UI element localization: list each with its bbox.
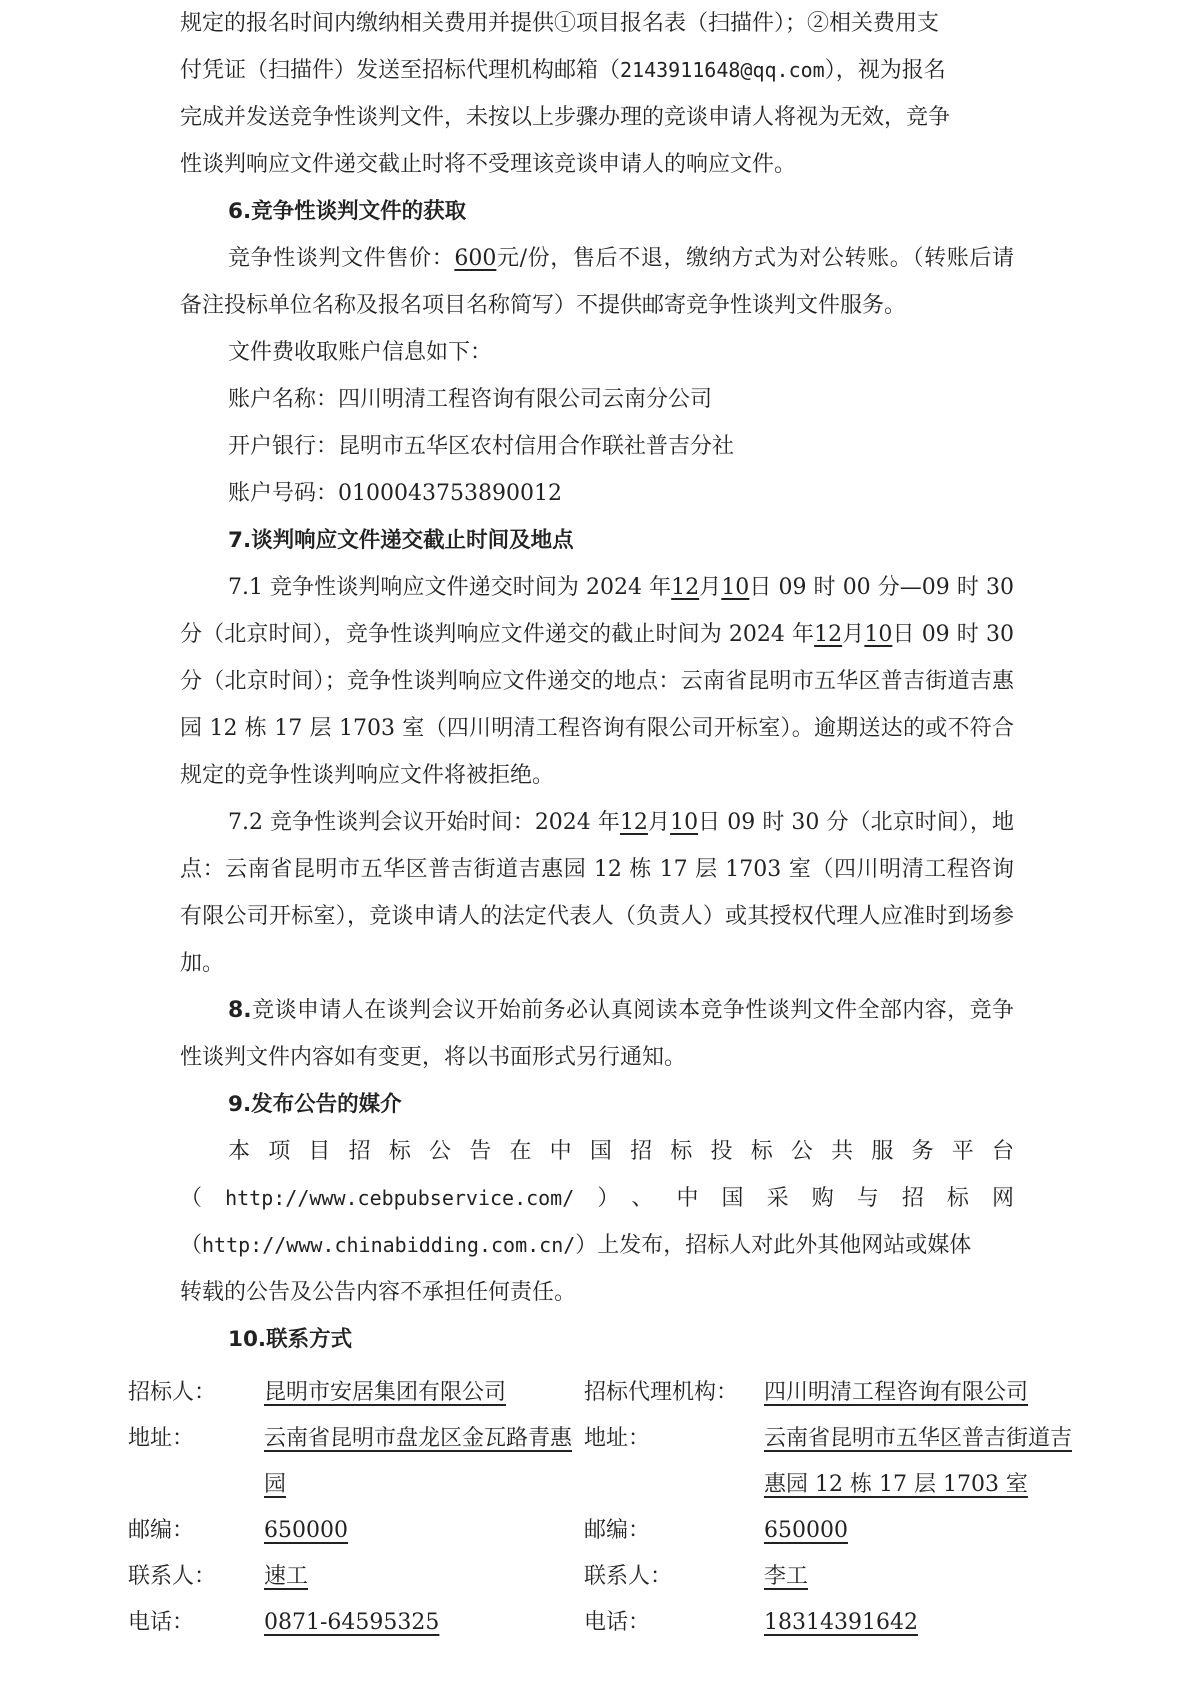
agency-contact-label: 联系人： xyxy=(584,1564,673,1589)
agency-phone-value: 18314391642 xyxy=(764,1610,918,1635)
agency-value: 四川明清工程咨询有限公司 xyxy=(764,1380,1029,1405)
agency-phone-label: 电话： xyxy=(584,1610,651,1635)
tenderer-label: 招标人： xyxy=(128,1380,217,1405)
agency-address-label: 地址： xyxy=(584,1426,651,1451)
tenderer-contact-value: 速工 xyxy=(264,1564,309,1589)
agency-address-value: 云南省昆明市五华区普吉街道吉惠园 12 栋 17 层 1703 室 xyxy=(764,1426,1073,1497)
tenderer-phone-label: 电话： xyxy=(128,1610,195,1635)
agency-postcode-label: 邮编： xyxy=(584,1518,651,1543)
section-9-line-1: 本项目招标公告在中国招标投标公共服务平台 xyxy=(228,1139,1014,1164)
intro-line-4: 性谈判响应文件递交截止时将不受理该竞谈申请人的响应文件。 xyxy=(180,152,797,177)
section-10-heading: 10.联系方式 xyxy=(228,1327,353,1352)
contact-row xyxy=(128,1370,1088,1416)
chinabidding-link[interactable]: http://www.chinabidding.com.cn/ xyxy=(202,1233,576,1257)
tenderer-value: 昆明市安居集团有限公司 xyxy=(264,1380,507,1405)
contact-row xyxy=(128,1416,1088,1508)
section-6-price-paragraph: 竞争性谈判文件售价：600元/份，售后不退，缴纳方式为对公转账。（转账后请备注投标单位名称及报名项目名称简写）不提供邮寄竞争性谈判文件服务。 xyxy=(180,246,1014,318)
contact-row xyxy=(128,1554,1088,1600)
agency-contact-value: 李工 xyxy=(764,1564,809,1589)
section-7-2-paragraph: 7.2 竞争性谈判会议开始时间：2024 年12月10日 09 时 30 分（北京时间），地点：云南省昆明市五华区普吉街道吉惠园 12 栋 17 层 1703 室（四川明清工程咨询有限公司开标室），竞谈申请人的法定代表人（负责人）或其授权代理人应准时到场参加。 xyxy=(180,810,1014,976)
intro-line-2: 付凭证（扫描件）发送至招标代理机构邮箱（2143911648@qq.com），视为报名 xyxy=(180,58,946,83)
section-9-line-2: （http://www.cebpubservice.com/）、中国采购与招标网 xyxy=(180,1186,1014,1211)
section-9-line-4: 转载的公告及公告内容不承担任何责任。 xyxy=(180,1280,577,1305)
account-number: 账户号码：0100043753890012 xyxy=(228,481,562,506)
tenderer-postcode-value: 650000 xyxy=(264,1518,348,1543)
document-price: 600 xyxy=(454,246,497,271)
section-9-line-3: （http://www.chinabidding.com.cn/）上发布，招标人对此外其他网站或媒体 xyxy=(180,1233,972,1258)
agency-label: 招标代理机构： xyxy=(584,1380,739,1405)
bank-name: 开户银行：昆明市五华区农村信用合作联社普吉分社 xyxy=(228,434,735,459)
tenderer-address-label: 地址： xyxy=(128,1426,195,1451)
account-name: 账户名称：四川明清工程咨询有限公司云南分公司 xyxy=(228,387,713,412)
section-6-heading: 6.竞争性谈判文件的获取 xyxy=(228,199,467,224)
contact-row xyxy=(128,1600,1088,1646)
tenderer-phone-value: 0871-64595325 xyxy=(264,1610,440,1635)
agency-email[interactable]: 2143911648@qq.com xyxy=(620,58,825,82)
document-page xyxy=(180,0,1014,1363)
tenderer-contact-label: 联系人： xyxy=(128,1564,217,1589)
intro-line-3: 完成并发送竞争性谈判文件，未按以上步骤办理的竞谈申请人将视为无效，竞争 xyxy=(180,105,951,130)
section-7-heading: 7.谈判响应文件递交截止时间及地点 xyxy=(228,528,574,553)
section-8-paragraph: 8.竞谈申请人在谈判会议开始前务必认真阅读本竞争性谈判文件全部内容，竞争性谈判文件内容如有变更，将以书面形式另行通知。 xyxy=(180,998,1014,1070)
agency-postcode-value: 650000 xyxy=(764,1518,848,1543)
tenderer-postcode-label: 邮编： xyxy=(128,1518,195,1543)
contact-row xyxy=(128,1508,1088,1554)
tenderer-address-value: 云南省昆明市盘龙区金瓦路青惠园 xyxy=(264,1426,573,1497)
section-9-heading: 9.发布公告的媒介 xyxy=(228,1092,402,1117)
intro-line-1: 规定的报名时间内缴纳相关费用并提供①项目报名表（扫描件）；②相关费用支 xyxy=(180,11,940,36)
cebpubservice-link[interactable]: http://www.cebpubservice.com/ xyxy=(225,1186,575,1210)
contact-table xyxy=(128,1370,1088,1646)
section-7-1-paragraph: 7.1 竞争性谈判响应文件递交时间为 2024 年12月10日 09 时 00 分—09 时 30 分（北京时间），竞争性谈判响应文件递交的截止时间为 2024 年12月10日 09 时 30 分（北京时间）；竞争性谈判响应文件递交的地点：云南省昆明市五华区普吉街道吉惠园 12 栋 17 层 1703 室（四川明清工程咨询有限公司开标室）。逾期送达的或不符合规定的竞争性谈判响应文件将被拒绝。 xyxy=(180,575,1014,788)
account-info-intro: 文件费收取账户信息如下： xyxy=(228,340,493,365)
